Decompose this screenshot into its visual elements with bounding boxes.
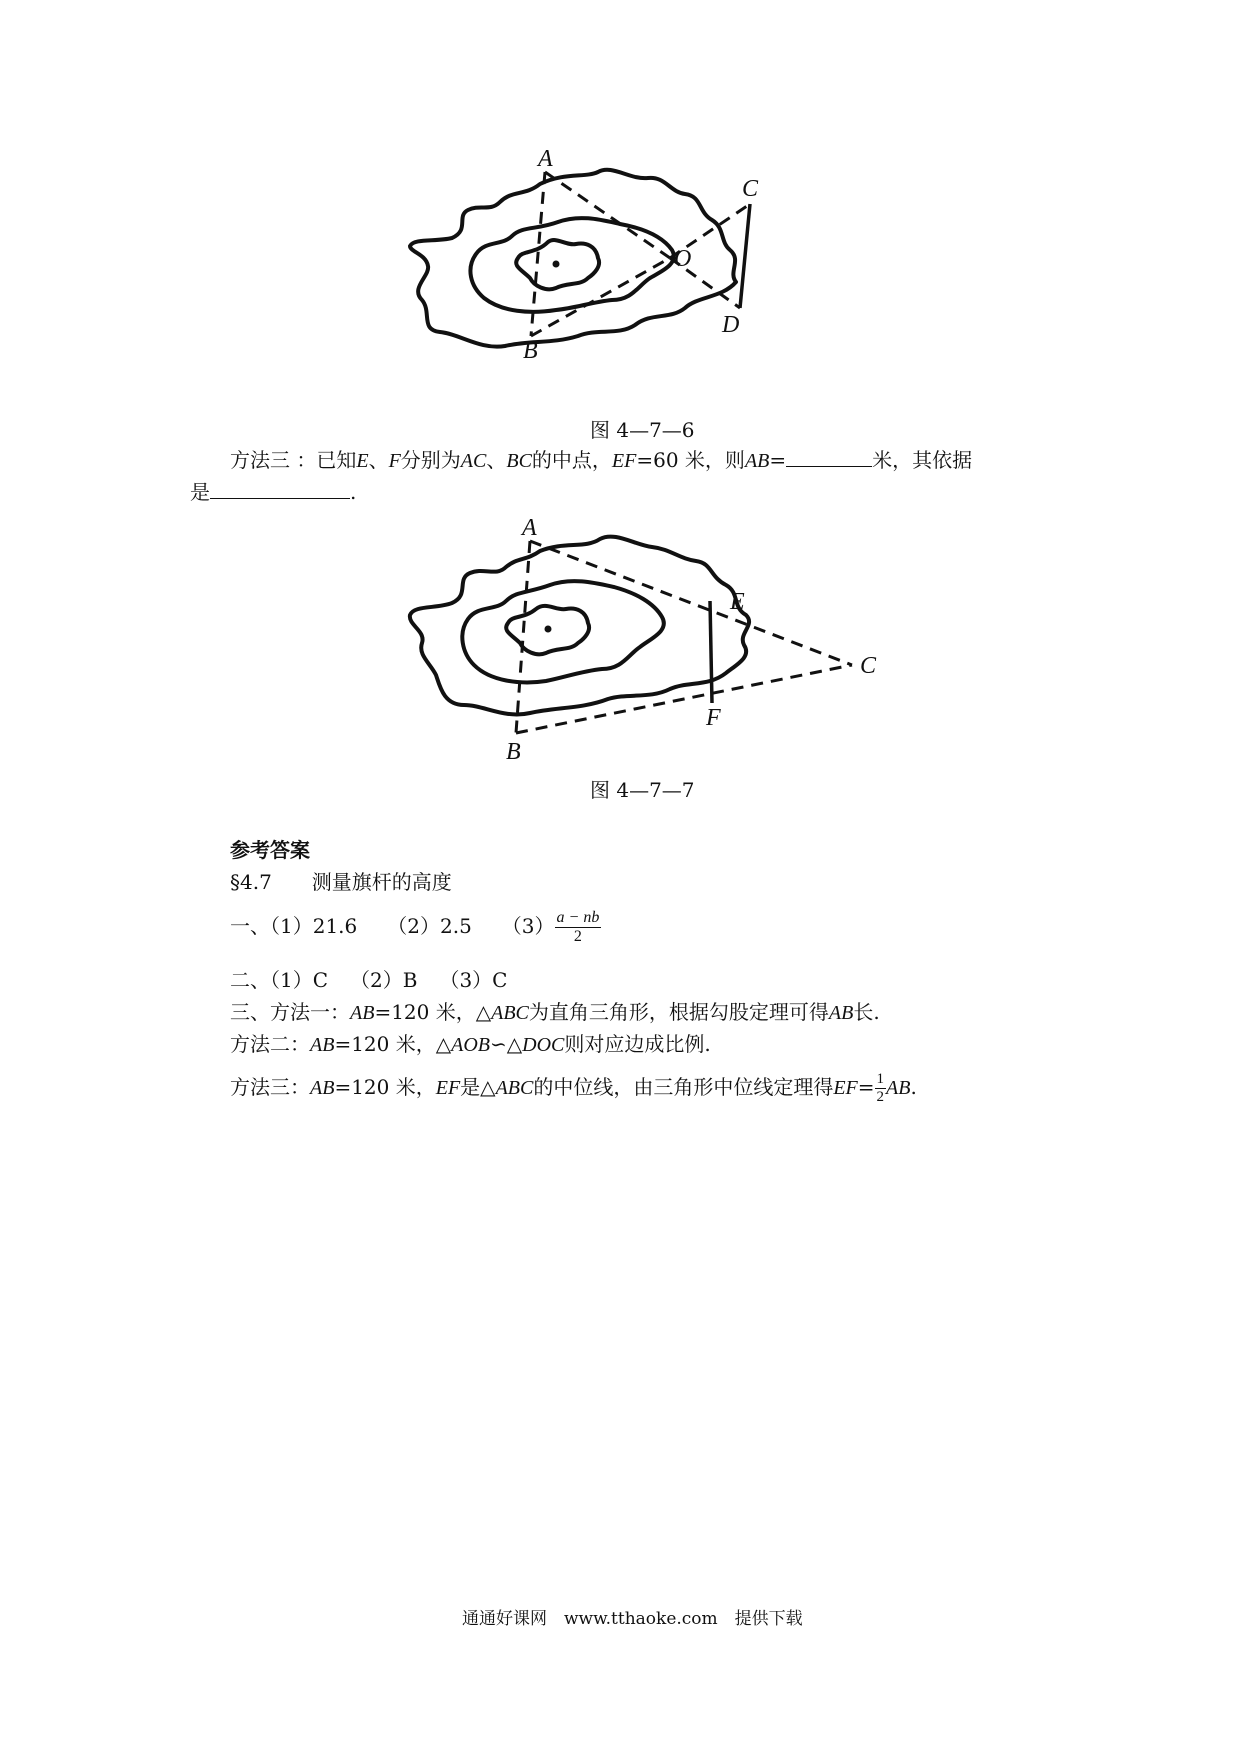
label-C: C <box>742 176 759 202</box>
label-O: O <box>674 246 692 272</box>
center-point <box>545 626 552 633</box>
label-A: A <box>522 515 537 541</box>
label-C: C <box>860 653 877 679</box>
fraction-one-half: $\frac{1}{2}$ <box>876 1071 885 1105</box>
center-point <box>553 261 560 268</box>
line-BO <box>531 258 670 336</box>
outer-contour <box>410 537 749 715</box>
label-A: A <box>538 150 553 172</box>
label-B: B <box>506 739 521 760</box>
figure-caption-2: 图 4—7—7 <box>590 778 695 802</box>
figure-4-7-7 <box>400 515 920 760</box>
answers-section: §4.7 测量旗杆的高度 <box>230 870 452 894</box>
label-F: F <box>706 705 721 731</box>
answers-part3-line1: 三、方法一：AB=120 米，△ABC为直角三角形，根据勾股定理可得AB长. <box>230 1000 880 1024</box>
method3-line2: 是 . <box>190 480 357 504</box>
label-D: D <box>722 312 740 338</box>
line-CD <box>740 204 750 308</box>
line-EF <box>710 601 712 703</box>
fraction-a-nb-over-2: $\frac{a - nb}{2}$ <box>556 909 600 945</box>
figure-caption-1: 图 4—7—6 <box>590 418 695 442</box>
answers-part3-line3: 方法三：AB=120 米，EF是△ABC的中位线，由三角形中位线定理得EF= $\frac{1}{2}$ AB. <box>230 1071 917 1105</box>
method3-line1: 方法三 ：已知E、F分别为AC、BC的中点，EF=60 米，则AB= 米，其依据 <box>230 448 973 472</box>
answers-part2: 二、（1）C （2）B （3）C <box>230 968 508 992</box>
answers-part3-line2: 方法二：AB=120 米，△AOB∽△DOC则对应边成比例. <box>230 1032 711 1056</box>
answer-blank-basis[interactable] <box>210 478 350 499</box>
middle-contour <box>462 581 664 682</box>
answer-blank-AB[interactable] <box>786 446 872 467</box>
footer-source: 通通好课网 www.tthaoke.com 提供下载 <box>462 1609 803 1629</box>
label-B: B <box>523 338 538 364</box>
line-AB <box>516 541 530 733</box>
label-E: E <box>730 589 745 615</box>
line-AO <box>545 172 670 258</box>
figure-4-7-6 <box>380 150 900 405</box>
answers-title: 参考答案 <box>230 838 310 862</box>
answers-part1: 一、（1）21.6 （2）2.5 （3） $\frac{a - nb}{2}$ <box>230 909 600 945</box>
middle-contour <box>470 218 673 312</box>
